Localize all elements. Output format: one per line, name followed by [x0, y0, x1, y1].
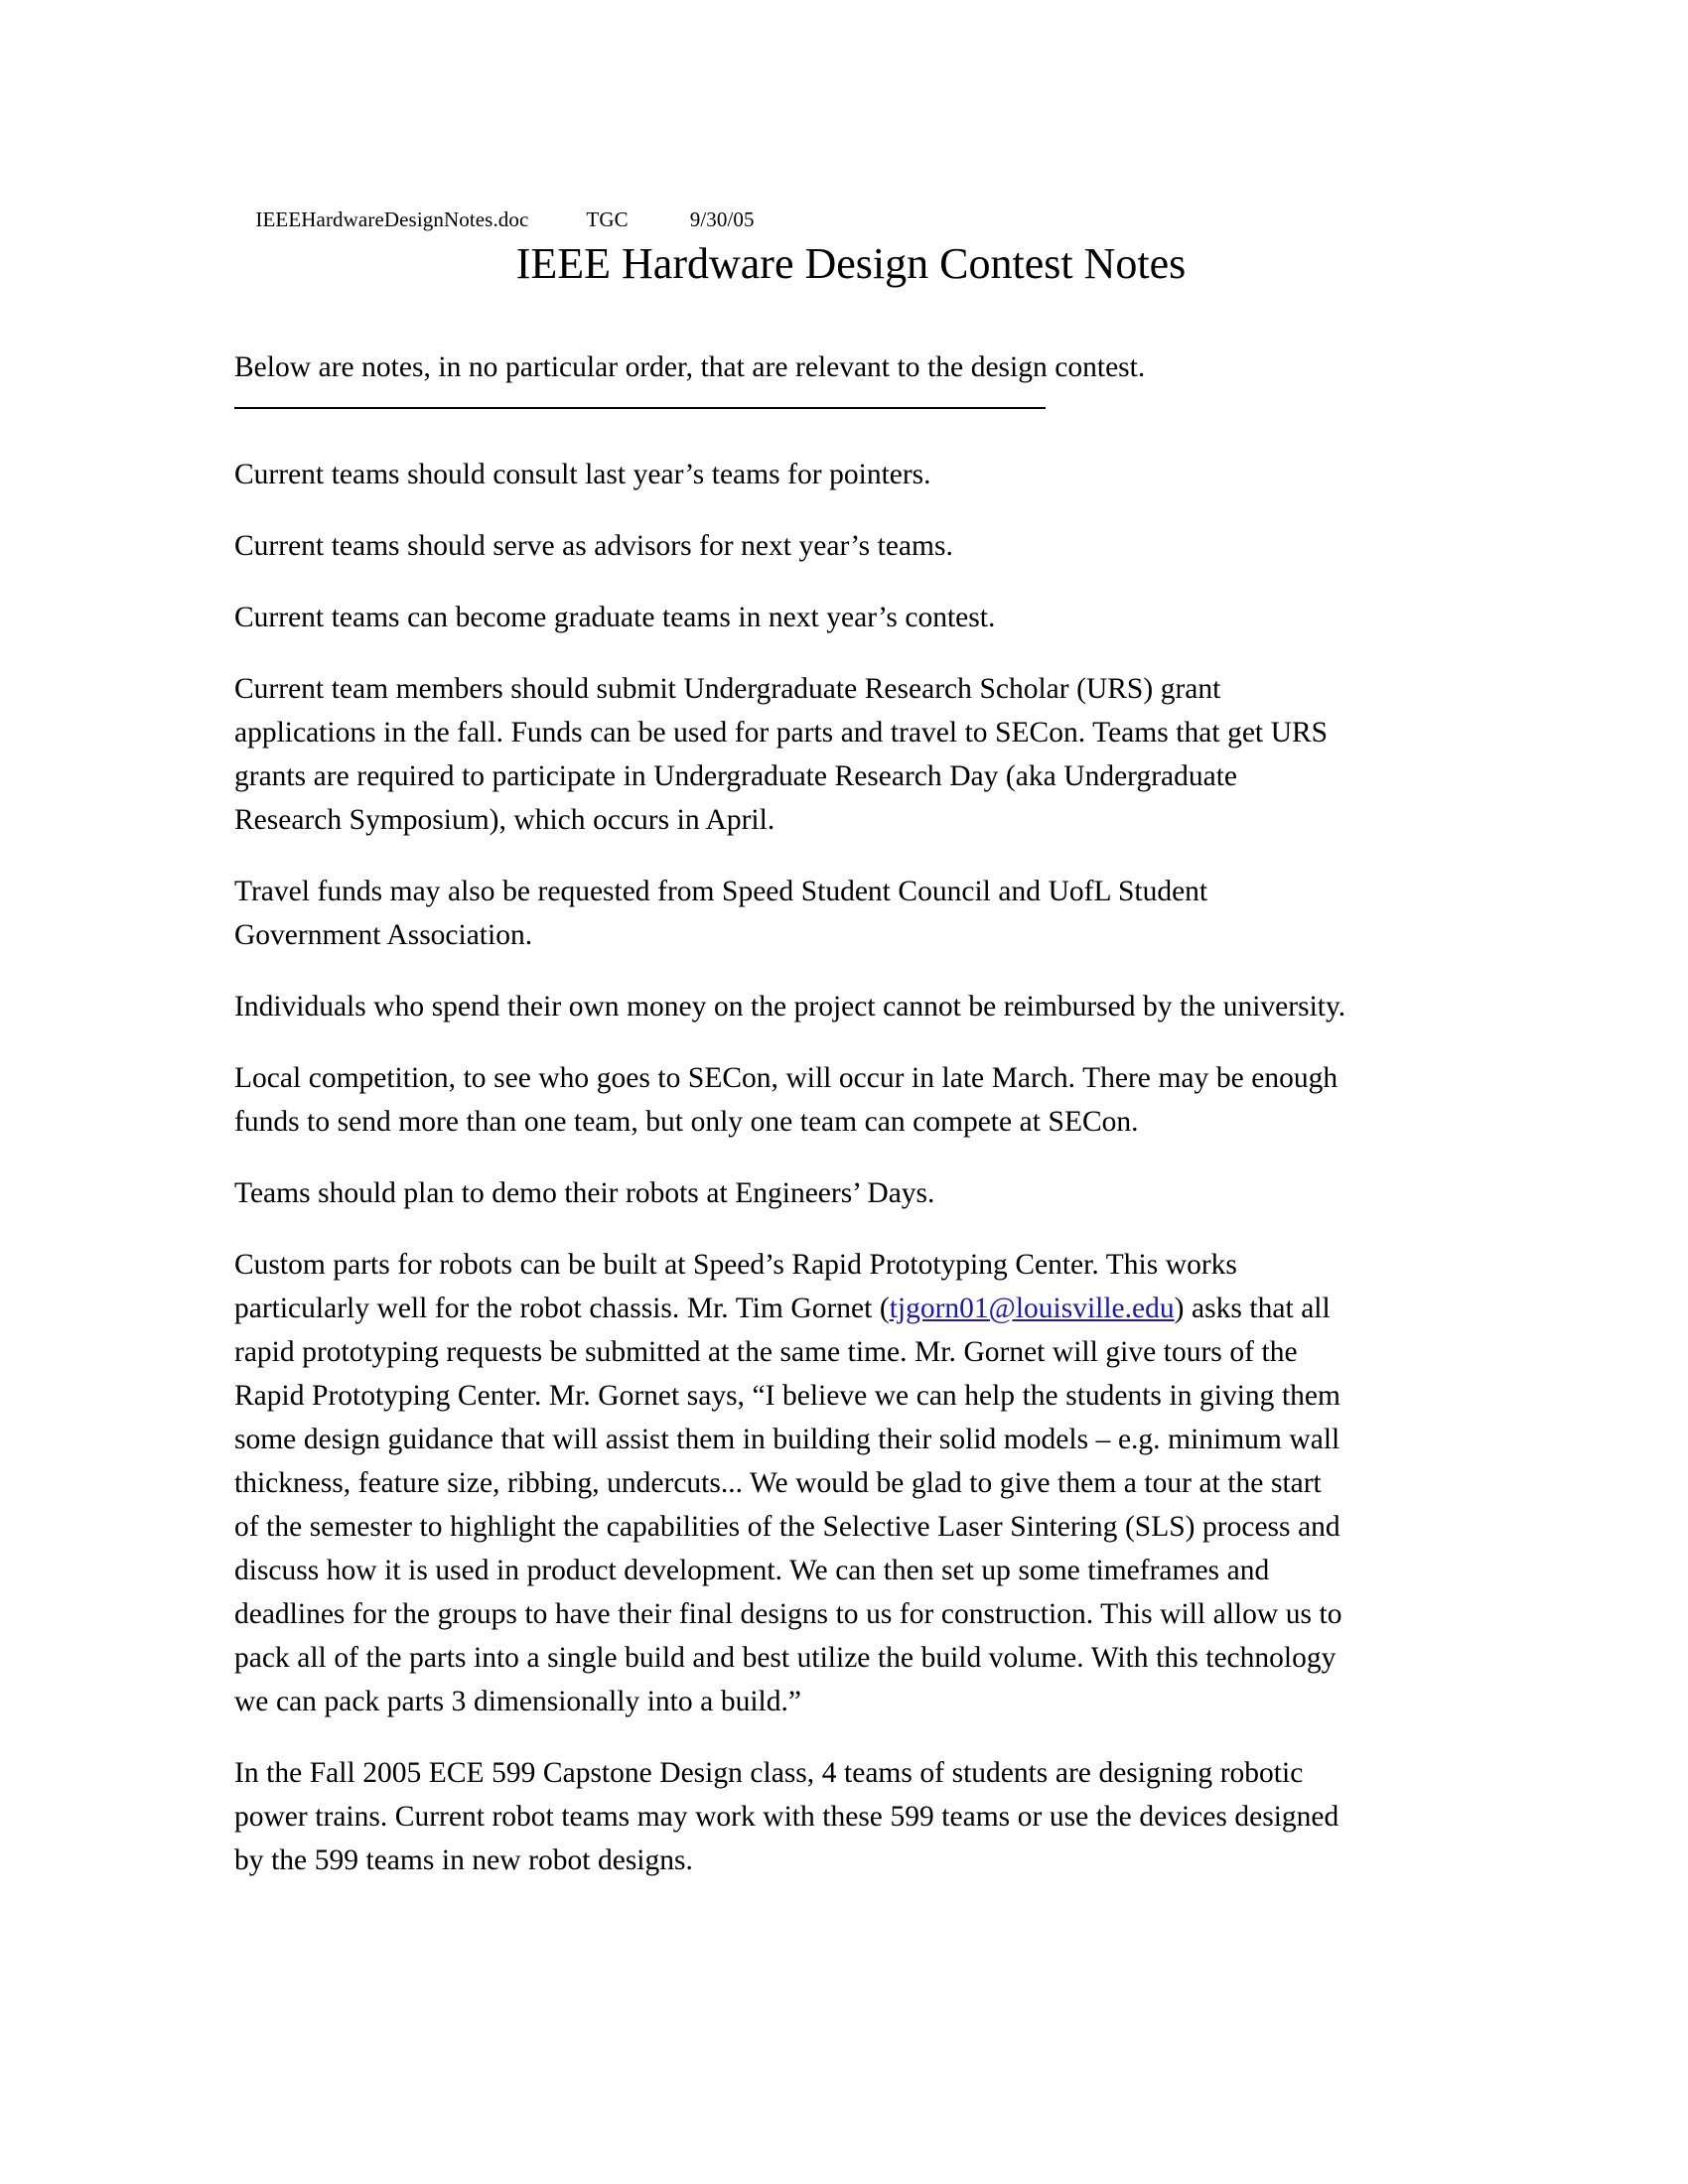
rapid-prototyping-text-before-link: Custom parts for robots can be built at Speed’s Rapid Prototyping Center. This works particularly well for the robot chassis. Mr. Tim Gornet ( [234, 1249, 1237, 1324]
note-paragraph-3: Current teams can become graduate teams in next year’s contest. [234, 602, 996, 633]
email-link-tim-gornet[interactable]: tjgorn01@louisville.edu [889, 1293, 1175, 1324]
header-initials: TGC [586, 207, 629, 231]
rapid-prototyping-text-after-link: ) asks that all rapid prototyping requests be submitted at the same time. Mr. Gornet will give tours of the Rapid Prototyping Center. Mr. Gornet says, “I believe we can help the students in giving them some design guidance that will assist them in building their solid models – e.g. minimum wall thickness, feature size, ribbing, undercuts... We would be glad to give them a tour at the start of the semester to highlight the capabilities of the Selective Laser Sintering (SLS) process and discuss how it is used in product development. We can then set up some timeframes and deadlines for the groups to have their final designs to us for construction. This will allow us to pack all of the parts into a single build and best utilize the build volume. With this technology we can pack parts 3 dimensionally into a build.” [234, 1293, 1342, 1717]
closing-paragraph: In the Fall 2005 ECE 599 Capstone Design class, 4 teams of students are designing robotic power trains. Current robot teams may work with these 599 teams or use the devices designed by the 599 teams in new robot designs. [234, 1757, 1339, 1876]
document-body [234, 345, 1346, 1882]
note-paragraph-4: Current team members should submit Undergraduate Research Scholar (URS) grant applications in the fall. Funds can be used for parts and travel to SECon. Teams that get URS grants are required to participate in Undergraduate Research Day (aka Undergraduate Research Symposium), which occurs in April. [234, 673, 1329, 836]
note-paragraph-1: Current teams should consult last year’s teams for pointers. [234, 459, 931, 490]
note-paragraph-6: Individuals who spend their own money on the project cannot be reimbursed by the university. [234, 991, 1346, 1023]
note-paragraph-8: Teams should plan to demo their robots at Engineers’ Days. [234, 1177, 935, 1209]
header-filename: IEEEHardwareDesignNotes.doc [255, 207, 529, 231]
intro-paragraph: Below are notes, in no particular order, that are relevant to the design contest. [234, 351, 1146, 383]
note-paragraph-7: Local competition, to see who goes to SECon, will occur in late March. There may be enough funds to send more than one team, but only one team can compete at SECon. [234, 1062, 1338, 1138]
header-date: 9/30/05 [689, 207, 755, 231]
horizontal-rule [234, 407, 1046, 409]
page-title: IEEE Hardware Design Contest Notes [515, 239, 1187, 288]
note-paragraph-5: Travel funds may also be requested from Speed Student Council and UofL Student Government Association. [234, 876, 1208, 951]
horizontal-rule-container [234, 407, 1346, 427]
note-paragraph-2: Current teams should serve as advisors for next year’s teams. [234, 530, 953, 562]
rapid-prototyping-paragraph [234, 1243, 1346, 1723]
